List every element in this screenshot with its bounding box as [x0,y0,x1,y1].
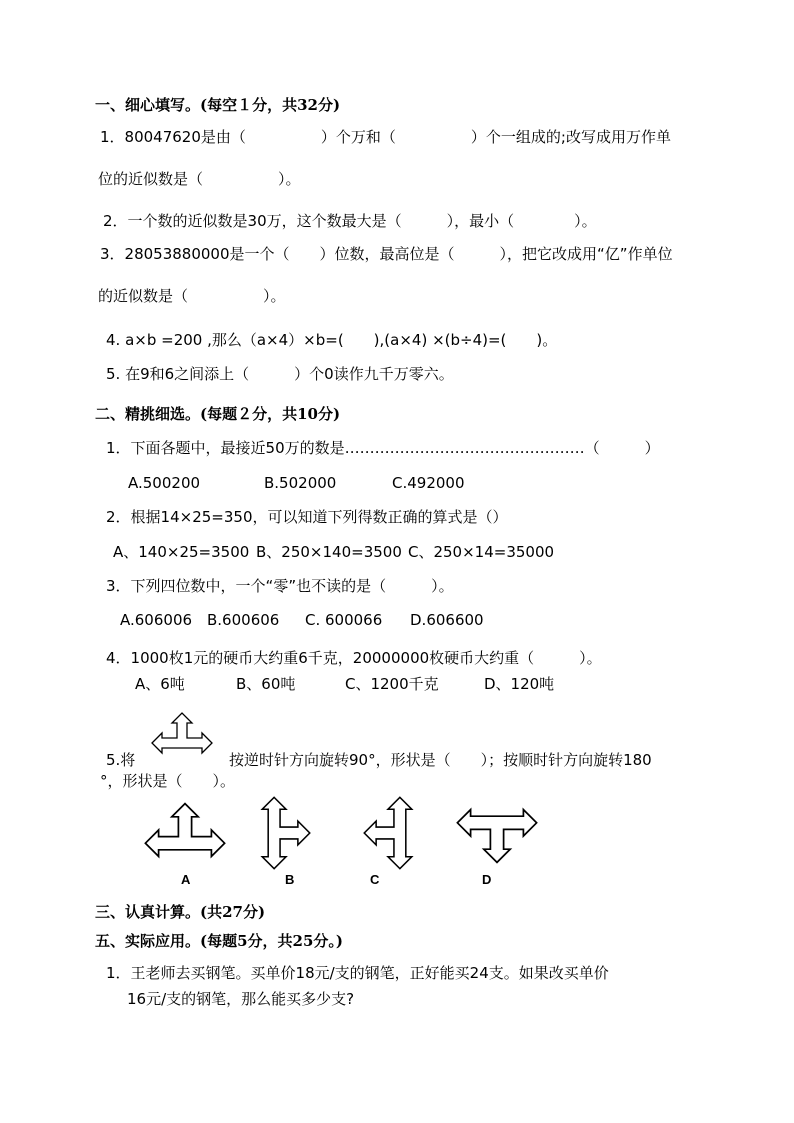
option-a-arrow-figure [142,797,228,863]
reference-arrow-figure [150,708,214,758]
section-1-heading: 一、细心填写。(每空１分，共32分) [95,96,341,114]
choice-q5-text: 按逆时针方向旋转90°，形状是（ ）；按顺时针方向旋转180 [229,751,652,769]
choice-q2-option-b: B、250×140=3500 [256,543,402,561]
fill-q1-line1: 1．80047620是由（ ）个万和（ ）个一组成的;改写成用万作单 [100,128,671,146]
choice-q1-option-c: C.492000 [392,474,465,492]
application-q1-line2: 16元/支的钢笔，那么能买多少支? [127,990,355,1008]
choice-q1-option-a: A.500200 [128,474,201,492]
choice-q4: 4．1000枚1元的硬币大约重6千克，20000000枚硬币大约重（ ）。 [106,649,602,667]
option-a-label: A [181,872,191,887]
section-5-heading: 五、实际应用。(每题5分，共25分。) [95,932,344,950]
choice-q5-prefix: 5.将 [106,751,136,769]
choice-q3-option-d: D.606600 [410,611,484,629]
choice-q2: 2．根据14×25=350，可以知道下列得数正确的算式是（） [106,508,508,526]
option-b-label: B [285,872,295,887]
choice-q2-option-a: A、140×25=3500 [113,543,250,561]
choice-q1: 1．下面各题中，最接近50万的数是…………………………………………（ ） [106,439,660,457]
option-c-label: C [370,872,380,887]
choice-q1-option-b: B.502000 [264,474,337,492]
choice-q3: 3．下列四位数中，一个“零”也不读的是（ ）。 [106,577,454,595]
fill-q1-line2: 位的近似数是（ ）。 [98,170,301,188]
option-c-arrow-figure [353,795,423,871]
choice-q4-option-a: A、6吨 [135,675,185,693]
fill-q3-line2: 的近似数是（ ）。 [98,287,286,305]
choice-q4-option-c: C、1200千克 [345,675,439,693]
fill-q2: 2．一个数的近似数是30万，这个数最大是（ ），最小（ ）。 [103,212,597,230]
option-d-label: D [482,872,492,887]
choice-q4-option-b: B、60吨 [236,675,296,693]
fill-q5: 5. 在9和6之间添上（ ）个0读作九千万零六。 [106,365,454,383]
option-b-arrow-figure [251,795,321,871]
option-d-arrow-figure [454,803,540,869]
application-q1-line1: 1．王老师去买钢笔。买单价18元/支的钢笔，正好能买24支。如果改买单价 [106,964,609,982]
section-3-heading: 三、认真计算。(共27分) [95,903,266,921]
choice-q3-option-c: C. 600066 [305,611,383,629]
choice-q5-line2: °，形状是（ ）。 [100,772,236,790]
choice-q3-option-b: B.600606 [207,611,280,629]
fill-q3-line1: 3．28053880000是一个（ ）位数，最高位是（ ），把它改成用“亿”作单位 [100,245,673,263]
section-2-heading: 二、精挑细选。(每题２分，共10分) [95,405,341,423]
choice-q4-option-d: D、120吨 [484,675,555,693]
choice-q2-option-c: C、250×14=35000 [408,543,555,561]
choice-q3-option-a: A.606006 [120,611,193,629]
fill-q4: 4. a×b =200 ,那么（a×4）×b=( ),(a×4) ×(b÷4)=( )。 [106,331,558,349]
